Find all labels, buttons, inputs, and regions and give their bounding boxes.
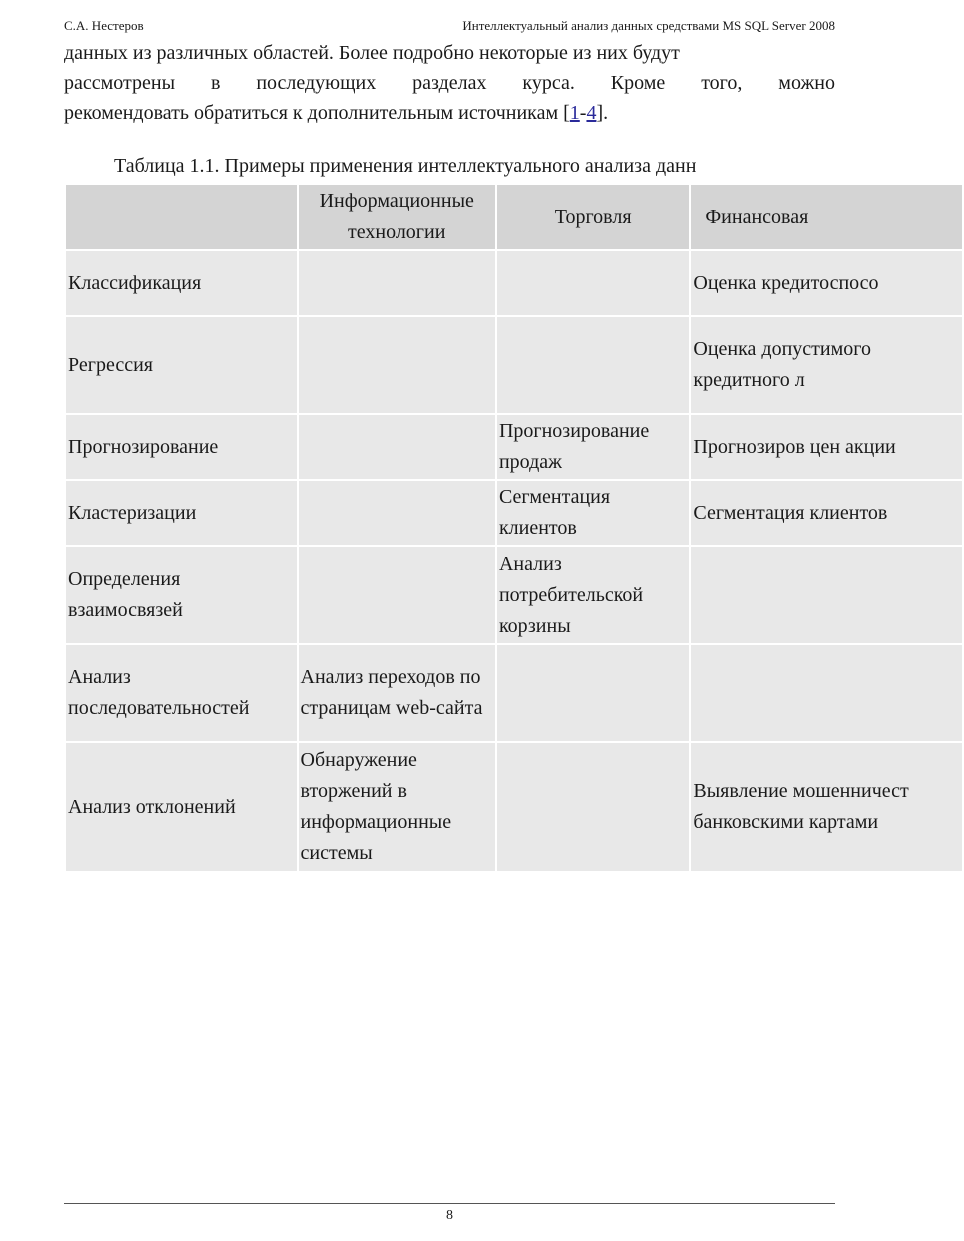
table-row [66,251,962,315]
paragraph-line-2: рассмотрены в последующих разделах курса. Кроме того, можно [64,72,835,94]
table-cell: Прогнозирование продаж [497,415,689,479]
page-footer [64,1203,835,1234]
table-row [66,743,962,871]
table-cell [299,547,495,643]
table-row [66,547,962,643]
row-label: Прогнозирование [66,415,297,479]
table-cell [691,645,962,741]
reference-link-4[interactable]: 4 [586,102,597,124]
table-cell [299,317,495,413]
paragraph-line-3-text: рекомендовать обратиться к дополнительным источникам [ [64,102,570,124]
paragraph-line-1: данных из различных областей. Более подробно некоторые из них будут [64,42,680,64]
table-cell: Сегментация клиентов [691,481,962,545]
header-cell-it: Информационные технологии [299,185,495,249]
table-cell: Выявление мошенничест банковскими картами [691,743,962,871]
table-cell [497,317,689,413]
data-mining-applications-table [64,183,964,873]
table-cell [299,481,495,545]
row-label: Анализ отклонений [66,743,297,871]
table-caption: Таблица 1.1. Примеры применения интеллектуального анализа данн [114,155,697,177]
row-label: Анализ последовательностей [66,645,297,741]
header-cell-finance: Финансовая [691,185,962,249]
table-cell [497,743,689,871]
table-row [66,645,962,741]
table-cell: Оценка кредитоспосо [691,251,962,315]
paragraph-line-3-end: ]. [596,102,609,124]
row-label: Определения взаимосвязей [66,547,297,643]
header-cell-empty [66,185,297,249]
table-row [66,481,962,545]
paragraph-line-3 [64,98,835,128]
table-container [64,183,909,891]
table-cell [497,251,689,315]
body-paragraph [64,38,835,128]
header-cell-trade: Торговля [497,185,689,249]
table-header-row [66,185,962,249]
table-cell: Обнаружение вторжений в информационные системы [299,743,495,871]
table-row [66,317,962,413]
table-cell: Сегментация клиентов [497,481,689,545]
page-header [64,16,835,36]
table-cell [299,415,495,479]
header-title: Интеллектуальный анализ данных средствами MS SQL Server 2008 [462,18,835,33]
table-cell [691,547,962,643]
header-author: С.А. Нестеров [64,18,144,33]
table-cell: Прогнозиров цен акции [691,415,962,479]
row-label: Классификация [66,251,297,315]
table-cell: Анализ потребительской корзины [497,547,689,643]
row-label: Регрессия [66,317,297,413]
reference-link-1[interactable]: 1 [569,102,580,124]
page-number: 8 [446,1208,453,1223]
table-cell [299,251,495,315]
row-label: Кластеризации [66,481,297,545]
table-row [66,415,962,479]
table-cell: Анализ переходов по страницам web-сайта [299,645,495,741]
table-cell [497,645,689,741]
reference-dash: - [579,102,587,124]
table-cell: Оценка допустимого кредитного л [691,317,962,413]
